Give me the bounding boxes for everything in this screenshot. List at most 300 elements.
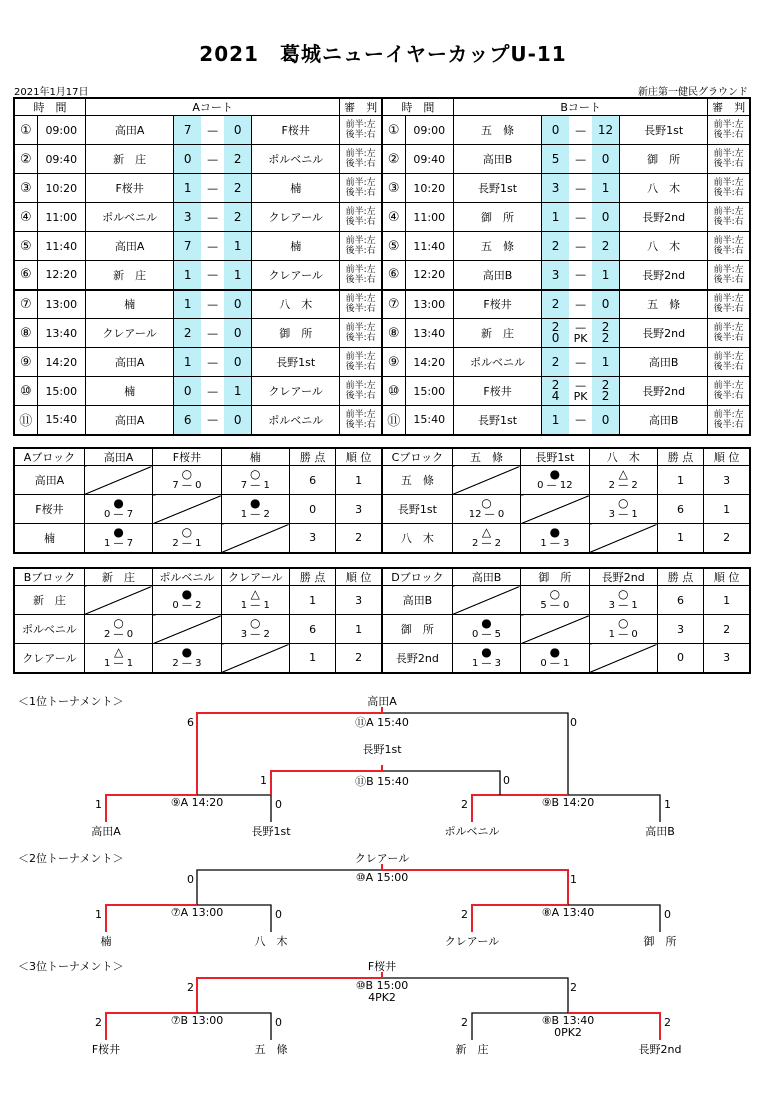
points-header: 勝 点 — [289, 568, 335, 586]
points-value: 1 — [657, 466, 703, 495]
dash-symbol: — — [575, 379, 587, 392]
page-title: 2021 葛城ニューイヤーカップU-11 — [199, 42, 567, 66]
semi-left-score-a: 2 — [95, 1016, 102, 1029]
rank-value: 3 — [704, 466, 750, 495]
home-score: 1 — [542, 406, 569, 435]
bracket-team: クレアール — [444, 935, 500, 948]
referee-first-half: 前半:左 — [345, 120, 376, 130]
bracket-team: 高田A — [91, 825, 121, 838]
result-score: 3 — 1 — [608, 509, 638, 520]
points-value: 6 — [657, 586, 703, 615]
away-team: 五 條 — [619, 290, 707, 319]
match-number: ⑩ — [382, 377, 405, 406]
time-header: 時 間 — [382, 98, 453, 116]
match-time: 11:40 — [405, 232, 453, 261]
home-team: 長野1st — [453, 174, 541, 203]
match-number: ⑨ — [14, 348, 37, 377]
away-score: 0 — [592, 203, 619, 232]
rank-value: 1 — [704, 586, 750, 615]
pk-label: PK — [573, 332, 588, 345]
away-team: F桜井 — [252, 116, 340, 145]
points-value: 0 — [289, 495, 335, 524]
away-team: 長野2nd — [619, 203, 707, 232]
result-score: 0 — 5 — [471, 629, 502, 640]
away-score: 2 — [224, 145, 251, 174]
rank-header: 順 位 — [336, 448, 382, 466]
match-time: 12:20 — [37, 261, 85, 290]
match-number: ⑤ — [14, 232, 37, 261]
match-number: ② — [382, 145, 405, 174]
home-team: 長野1st — [453, 406, 541, 435]
group-team-header: 新 庄 — [84, 568, 152, 586]
rank-value: 3 — [336, 495, 382, 524]
score-dash: — — [569, 406, 592, 435]
result-score: 1 — 2 — [240, 509, 270, 520]
semi-right-score-a: 2 — [461, 1016, 468, 1029]
semi-left-label: ⑦B 13:00 — [170, 1014, 224, 1027]
result-symbol: ● — [113, 524, 124, 539]
tournament-winner: 高田A — [367, 695, 397, 708]
referee-first-half: 前半:左 — [345, 178, 376, 188]
third-match-label: ⑪B 15:40 — [355, 775, 409, 788]
referee-first-half: 前半:左 — [713, 120, 744, 130]
away-team: クレアール — [252, 261, 340, 290]
semi-right-label: ⑨B 14:20 — [541, 796, 595, 809]
points-header: 勝 点 — [657, 568, 703, 586]
home-score: 2 — [542, 290, 569, 319]
result-symbol: ○ — [617, 616, 629, 630]
away-score: 1 — [592, 174, 619, 203]
referee-second-half: 後半:右 — [713, 391, 744, 401]
tournament-winner: F桜井 — [367, 960, 397, 973]
referee-first-half: 前半:左 — [713, 352, 744, 362]
result-symbol: ● — [481, 616, 492, 630]
referee-first-half: 前半:左 — [345, 236, 376, 246]
result-score: 7 — 1 — [240, 480, 270, 491]
result-score: 2 — 1 — [172, 537, 202, 549]
referee-second-half: 後半:右 — [345, 419, 376, 430]
result-symbol: △ — [250, 587, 260, 601]
bracket-team: ポルベニル — [444, 825, 500, 838]
result-score: 1 — 3 — [540, 537, 570, 549]
home-team: 楠 — [85, 377, 173, 406]
group-block-label: Cブロック — [382, 448, 452, 466]
semi-right-score-a: 2 — [461, 798, 468, 811]
points-value: 6 — [289, 466, 335, 495]
rank-value: 1 — [704, 495, 750, 524]
group-team-header: クレアール — [221, 568, 289, 586]
result-symbol: ● — [549, 524, 561, 539]
pk-home: 0 — [551, 331, 560, 345]
final-right-score: 2 — [570, 981, 577, 994]
home-team: 御 所 — [453, 203, 541, 232]
home-score: 2 — [542, 232, 569, 261]
group-team-header: 長野1st — [521, 448, 589, 466]
result-symbol: ○ — [549, 587, 561, 601]
final-left-score: 6 — [187, 716, 194, 729]
result-score: 1 — 3 — [471, 657, 502, 669]
score-dash: — — [201, 406, 224, 435]
semi-right-label: ⑧B 13:40 — [541, 1014, 595, 1027]
home-team: 新 庄 — [85, 261, 173, 290]
semi-left-score-a: 1 — [95, 908, 102, 921]
match-number: ① — [382, 116, 405, 145]
away-team: クレアール — [252, 377, 340, 406]
group-team-name: 八 木 — [382, 524, 452, 553]
points-value: 3 — [289, 524, 335, 553]
home-team: 高田A — [85, 348, 173, 377]
bracket-team: 楠 — [100, 935, 112, 948]
points-value: 1 — [657, 524, 703, 553]
away-team: 長野2nd — [619, 319, 707, 348]
home-team: 楠 — [85, 290, 173, 319]
group-block-label: Dブロック — [382, 568, 452, 586]
group-team-name: 高田B — [382, 586, 452, 615]
result-symbol: ○ — [617, 587, 629, 601]
final-match-label: ⑩A 15:00 — [355, 871, 409, 884]
points-value: 0 — [657, 644, 703, 673]
away-team: 楠 — [252, 232, 340, 261]
home-score: 2 — [174, 319, 201, 348]
points-value: 6 — [289, 615, 335, 644]
home-team: F桜井 — [453, 377, 541, 406]
bracket-team: 長野1st — [251, 825, 291, 838]
match-time: 13:00 — [37, 290, 85, 319]
match-number: ⑧ — [382, 319, 405, 348]
result-score: 2 — 2 — [608, 480, 638, 491]
bracket-team: 長野2nd — [638, 1043, 682, 1056]
match-number: ① — [14, 116, 37, 145]
match-time: 09:40 — [37, 145, 85, 174]
rank-value: 1 — [336, 466, 382, 495]
away-score-value: 2 — [601, 378, 610, 392]
away-team: ポルベニル — [252, 145, 340, 174]
referee-first-half: 前半:左 — [345, 323, 376, 333]
home-team: 五 條 — [453, 232, 541, 261]
match-number: ⑨ — [382, 348, 405, 377]
third-left-score: 1 — [260, 774, 267, 787]
final-match-label: ⑪A 15:40 — [355, 716, 409, 729]
referee-second-half: 後半:右 — [345, 304, 376, 315]
referee-second-half: 後半:右 — [345, 362, 376, 372]
match-time: 14:20 — [37, 348, 85, 377]
result-score: 1 — 7 — [104, 537, 134, 549]
bracket-team: 新 庄 — [455, 1043, 489, 1056]
tournament-title: ＜1位トーナメント＞ — [18, 695, 124, 708]
group-team-name: 楠 — [14, 524, 84, 553]
referee-first-half: 前半:左 — [345, 264, 376, 275]
home-score: 0 — [542, 116, 569, 145]
group-team-name: ポルベニル — [14, 615, 84, 644]
referee-first-half: 前半:左 — [345, 149, 376, 159]
away-team: 楠 — [252, 174, 340, 203]
semi-left-score-b: 0 — [275, 798, 282, 811]
away-score: 2 — [592, 232, 619, 261]
referee-first-half: 前半:左 — [713, 323, 744, 333]
group-team-name: F桜井 — [14, 495, 84, 524]
score-dash: — — [201, 319, 224, 348]
semi-right-pk: 0PK2 — [554, 1026, 582, 1039]
result-score: 0 — 7 — [104, 509, 134, 520]
away-score: 0 — [224, 348, 251, 377]
match-number: ⑥ — [382, 261, 405, 290]
score-dash: — — [201, 203, 224, 232]
home-score: 3 — [542, 174, 569, 203]
venue-name: 新庄第一健民グラウンド — [638, 87, 748, 98]
points-value: 1 — [289, 644, 335, 673]
bracket-team: 五 條 — [254, 1043, 288, 1056]
result-score: 3 — 2 — [240, 629, 270, 640]
result-symbol: ● — [549, 467, 561, 481]
away-team: 長野2nd — [619, 261, 707, 290]
referee-second-half: 後半:右 — [345, 274, 376, 285]
pk-home: 4 — [551, 389, 560, 403]
match-number: ③ — [14, 174, 37, 203]
referee-second-half: 後半:右 — [713, 130, 744, 140]
match-time: 10:20 — [37, 174, 85, 203]
match-number: ⑦ — [14, 290, 37, 319]
score-dash: — — [569, 232, 592, 261]
final-right-score: 0 — [570, 716, 577, 729]
score-dash: — — [201, 174, 224, 203]
away-team: 八 木 — [252, 290, 340, 319]
court-b-header: Bコート — [453, 98, 707, 116]
rank-header: 順 位 — [336, 568, 382, 586]
away-team: ポルベニル — [252, 406, 340, 435]
group-block-label: Bブロック — [14, 568, 84, 586]
score-dash: — — [569, 116, 592, 145]
result-score: 0 — 1 — [540, 657, 570, 669]
home-score-value: 2 — [551, 320, 560, 334]
points-value: 6 — [657, 495, 703, 524]
semi-left-score-a: 1 — [95, 798, 102, 811]
referee-second-half: 後半:右 — [713, 362, 744, 372]
referee-second-half: 後半:右 — [713, 217, 744, 227]
home-score: 5 — [542, 145, 569, 174]
third-right-score: 0 — [503, 774, 510, 787]
score-dash: — — [201, 145, 224, 174]
home-team: 高田A — [85, 116, 173, 145]
away-score: 1 — [224, 377, 251, 406]
match-time: 15:40 — [405, 406, 453, 435]
result-score: 2 — 3 — [172, 657, 202, 669]
result-symbol: ○ — [250, 616, 261, 630]
points-header: 勝 点 — [289, 448, 335, 466]
pk-away: 2 — [601, 389, 610, 403]
result-score: 2 — 0 — [104, 629, 134, 640]
result-symbol: ○ — [617, 496, 629, 510]
match-time: 11:00 — [405, 203, 453, 232]
group-team-header: 高田A — [84, 448, 152, 466]
referee-first-half: 前半:左 — [713, 149, 744, 159]
match-number: ⑥ — [14, 261, 37, 290]
home-score: 3 — [174, 203, 201, 232]
match-number: ④ — [382, 203, 405, 232]
result-score: 12 — 0 — [468, 509, 505, 520]
home-team: F桜井 — [85, 174, 173, 203]
result-symbol: ○ — [113, 616, 124, 630]
score-dash: — — [569, 348, 592, 377]
result-score: 3 — 1 — [608, 600, 638, 611]
semi-left-score-b: 0 — [275, 908, 282, 921]
match-time: 15:40 — [37, 406, 85, 435]
home-team: 高田A — [85, 232, 173, 261]
score-dash: — — [569, 290, 592, 319]
away-team: 長野2nd — [619, 377, 707, 406]
group-team-header: 高田B — [452, 568, 520, 586]
match-number: ⑪ — [382, 406, 405, 435]
away-score: 0 — [592, 145, 619, 174]
home-team: 新 庄 — [85, 145, 173, 174]
pk-away: 2 — [601, 331, 610, 345]
score-dash: — — [569, 174, 592, 203]
bracket-team: 御 所 — [643, 935, 677, 948]
away-team: 長野1st — [252, 348, 340, 377]
home-team: ポルベニル — [85, 203, 173, 232]
home-score: 1 — [174, 290, 201, 319]
home-score: 1 — [174, 261, 201, 290]
final-left-score: 2 — [187, 981, 194, 994]
away-team: 高田B — [619, 348, 707, 377]
tournament-title: ＜3位トーナメント＞ — [18, 960, 124, 973]
group-team-name: 五 條 — [382, 466, 452, 495]
home-team: クレアール — [85, 319, 173, 348]
away-score: 12 — [592, 116, 619, 145]
away-team: 八 木 — [619, 232, 707, 261]
home-team: ポルベニル — [453, 348, 541, 377]
home-score: 7 — [174, 116, 201, 145]
pk-label: PK — [573, 390, 588, 403]
result-symbol: ● — [250, 496, 261, 510]
rank-value: 3 — [336, 586, 382, 615]
result-symbol: ● — [181, 587, 193, 601]
score-dash: — — [569, 145, 592, 174]
referee-first-half: 前半:左 — [713, 294, 744, 305]
referee-first-half: 前半:左 — [345, 409, 376, 420]
final-left-score: 0 — [187, 873, 194, 886]
home-score: 0 — [174, 377, 201, 406]
referee-second-half: 後半:右 — [713, 274, 744, 285]
match-number: ⑪ — [14, 406, 37, 435]
result-score: 2 — 2 — [471, 537, 502, 549]
semi-right-score-b: 2 — [664, 1016, 671, 1029]
match-time: 09:00 — [405, 116, 453, 145]
result-symbol: △ — [113, 644, 124, 659]
rank-header: 順 位 — [704, 448, 750, 466]
score-dash: — — [201, 116, 224, 145]
rank-value: 2 — [336, 644, 382, 673]
referee-first-half: 前半:左 — [713, 409, 744, 420]
referee-second-half: 後半:右 — [713, 246, 744, 256]
event-date: 2021年1月17日 — [14, 87, 89, 98]
match-number: ③ — [382, 174, 405, 203]
home-score: 1 — [542, 203, 569, 232]
referee-first-half: 前半:左 — [345, 352, 376, 362]
result-score: 7 — 0 — [172, 480, 202, 491]
group-team-header: F桜井 — [153, 448, 221, 466]
bracket-team: F桜井 — [91, 1043, 121, 1056]
rank-value: 3 — [704, 644, 750, 673]
group-team-header: 楠 — [221, 448, 289, 466]
group-block-label: Aブロック — [14, 448, 84, 466]
semi-right-score-b: 0 — [664, 908, 671, 921]
court-a-header: Aコート — [85, 98, 339, 116]
match-time: 11:40 — [37, 232, 85, 261]
away-score: 1 — [592, 261, 619, 290]
score-dash: — — [569, 261, 592, 290]
match-number: ② — [14, 145, 37, 174]
match-time: 09:00 — [37, 116, 85, 145]
away-team: 八 木 — [619, 174, 707, 203]
referee-second-half: 後半:右 — [345, 130, 376, 140]
home-score: 7 — [174, 232, 201, 261]
referee-header: 審 判 — [708, 98, 750, 116]
group-team-name: クレアール — [14, 644, 84, 673]
points-value: 3 — [657, 615, 703, 644]
referee-first-half: 前半:左 — [713, 264, 744, 275]
match-time: 13:40 — [37, 319, 85, 348]
group-team-header: 御 所 — [521, 568, 589, 586]
referee-second-half: 後半:右 — [345, 391, 376, 401]
points-value: 1 — [289, 586, 335, 615]
match-time: 09:40 — [405, 145, 453, 174]
result-symbol: △ — [618, 467, 628, 481]
result-score: 5 — 0 — [540, 600, 570, 611]
away-team: クレアール — [252, 203, 340, 232]
home-team: 高田B — [453, 145, 541, 174]
score-dash: — — [201, 290, 224, 319]
dash-symbol: — — [575, 321, 587, 334]
away-score: 1 — [592, 348, 619, 377]
bracket-team: 八 木 — [254, 935, 288, 948]
semi-right-label: ⑧A 13:40 — [541, 906, 595, 919]
result-symbol: ○ — [250, 467, 261, 481]
home-score-value: 2 — [551, 378, 560, 392]
referee-first-half: 前半:左 — [345, 294, 376, 305]
semi-left-label: ⑦A 13:00 — [170, 906, 224, 919]
result-score: 1 — 1 — [240, 600, 270, 611]
group-team-header: 長野2nd — [589, 568, 657, 586]
score-dash: — — [201, 232, 224, 261]
home-team: F桜井 — [453, 290, 541, 319]
home-score: 6 — [174, 406, 201, 435]
referee-second-half: 後半:右 — [713, 188, 744, 198]
referee-second-half: 後半:右 — [345, 246, 376, 256]
match-number: ⑩ — [14, 377, 37, 406]
score-dash: — — [201, 261, 224, 290]
bracket-team: 高田B — [645, 825, 675, 838]
semi-left-score-b: 0 — [275, 1016, 282, 1029]
result-symbol: ● — [481, 644, 492, 659]
result-symbol: ○ — [481, 496, 492, 510]
rank-value: 2 — [704, 615, 750, 644]
result-score: 1 — 0 — [608, 629, 638, 640]
group-team-name: 高田A — [14, 466, 84, 495]
referee-second-half: 後半:右 — [713, 419, 744, 430]
points-header: 勝 点 — [657, 448, 703, 466]
tournament-title: ＜2位トーナメント＞ — [18, 852, 124, 865]
match-number: ⑦ — [382, 290, 405, 319]
time-header: 時 間 — [14, 98, 85, 116]
referee-first-half: 前半:左 — [713, 381, 744, 391]
away-score: 0 — [224, 406, 251, 435]
final-match-label: ⑩B 15:00 — [355, 979, 409, 992]
away-score: 0 — [592, 406, 619, 435]
result-symbol: ● — [549, 644, 561, 659]
referee-second-half: 後半:右 — [713, 159, 744, 169]
referee-first-half: 前半:左 — [345, 381, 376, 391]
referee-second-half: 後半:右 — [345, 217, 376, 227]
